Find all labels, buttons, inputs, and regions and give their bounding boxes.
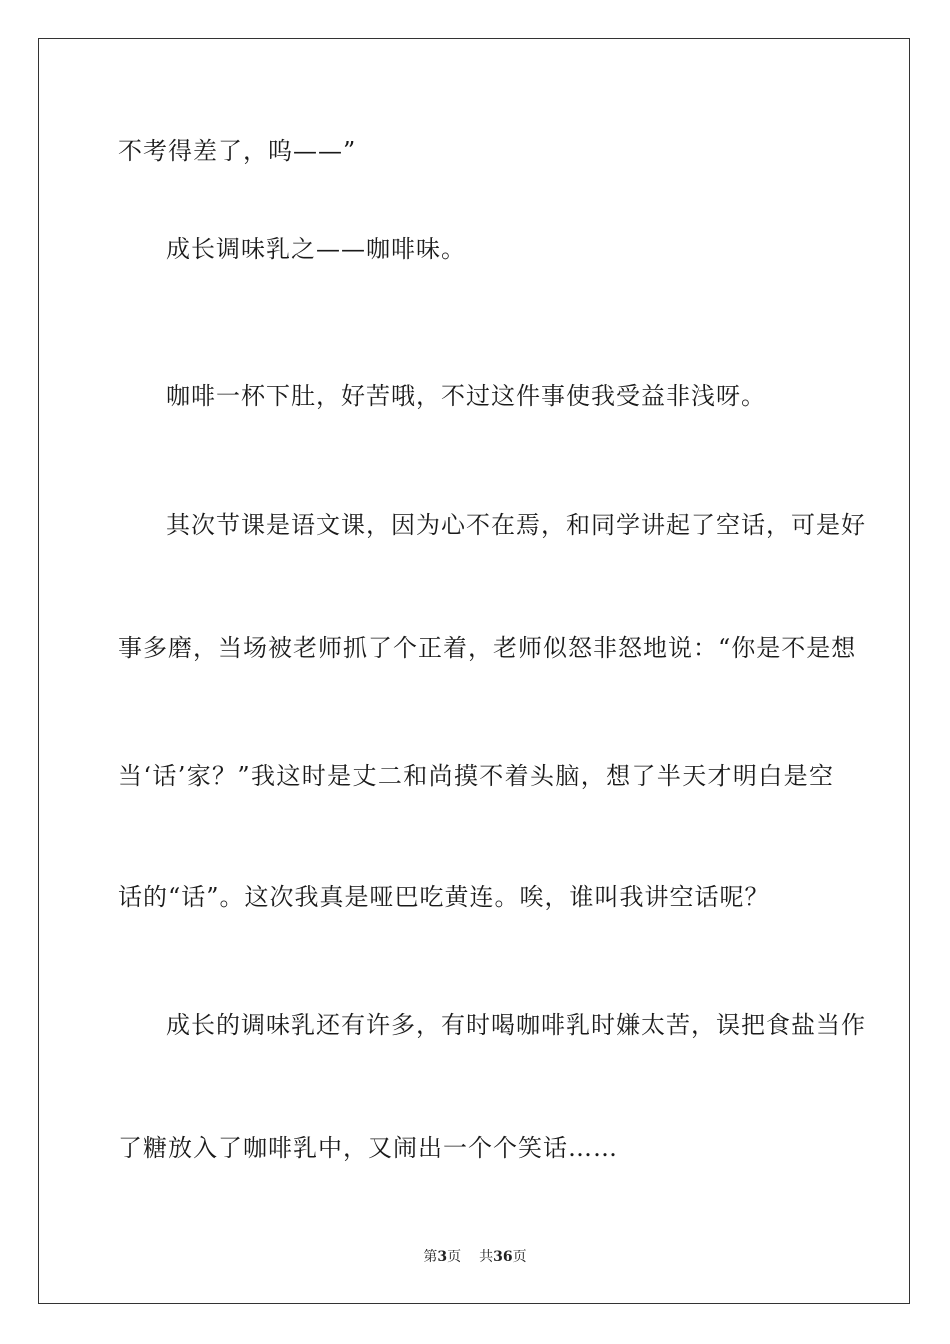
text-line-1: 不考得差了，呜——” — [118, 137, 357, 165]
text-line-4: 其次节课是语文课，因为心不在焉，和同学讲起了空话，可是好 — [166, 511, 866, 539]
page-number: 3 — [437, 1249, 448, 1265]
total-prefix: 共 — [479, 1249, 494, 1265]
page-suffix: 页 — [447, 1249, 462, 1265]
text-line-9: 了糖放入了咖啡乳中，又闹出一个个笑话…… — [118, 1134, 618, 1162]
page-prefix: 第 — [423, 1249, 438, 1265]
total-suffix: 页 — [512, 1249, 527, 1265]
text-line-7: 话的“话”。这次我真是哑巴吃黄连。唉，谁叫我讲空话呢？ — [118, 883, 770, 911]
page-footer — [0, 1248, 950, 1266]
text-line-2: 成长调味乳之——咖啡味。 — [166, 235, 466, 263]
total-pages: 36 — [493, 1249, 513, 1265]
page-border — [38, 38, 910, 1304]
text-line-8: 成长的调味乳还有许多，有时喝咖啡乳时嫌太苦，误把食盐当作 — [166, 1011, 866, 1039]
text-line-6: 当‘话’家？”我这时是丈二和尚摸不着头脑，想了半天才明白是空 — [118, 762, 834, 790]
text-line-5: 事多磨，当场被老师抓了个正着，老师似怒非怒地说：“你是不是想 — [118, 634, 857, 662]
text-line-3: 咖啡一杯下肚，好苦哦，不过这件事使我受益非浅呀。 — [166, 382, 766, 410]
